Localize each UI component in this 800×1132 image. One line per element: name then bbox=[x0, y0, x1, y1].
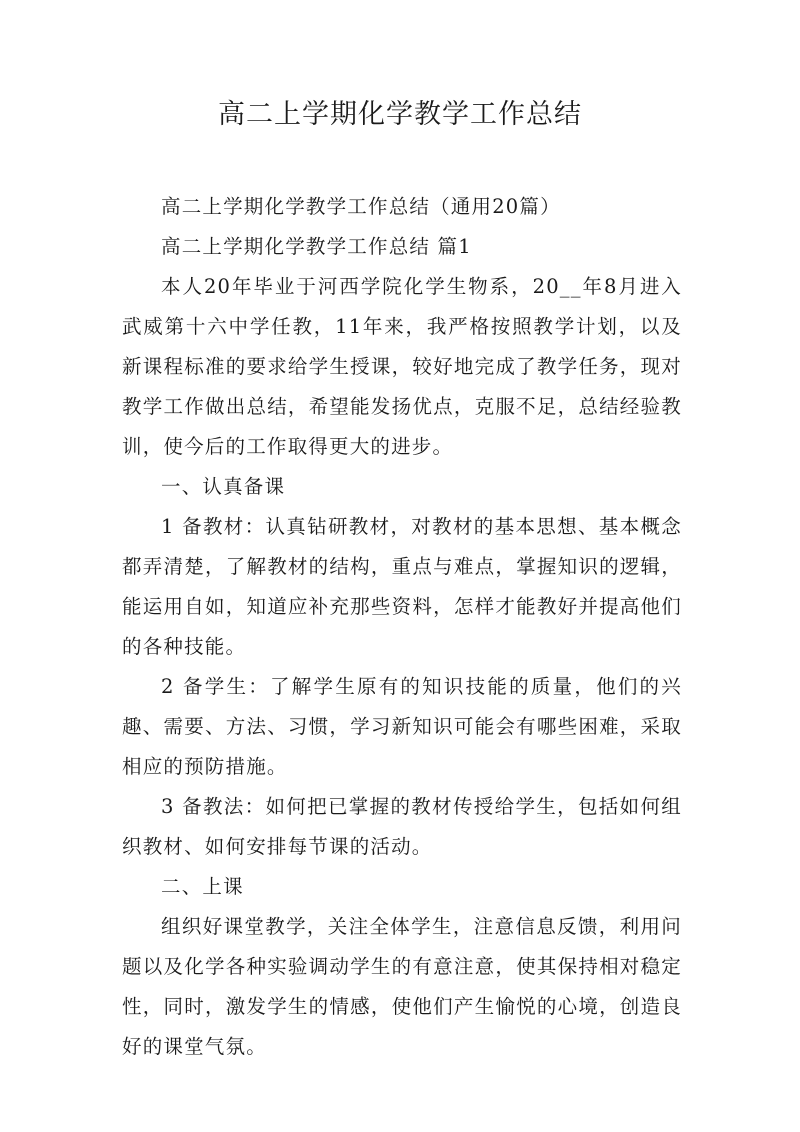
document-body bbox=[122, 187, 682, 1067]
subtitle-paragraph: 高二上学期化学教学工作总结（通用20篇） bbox=[161, 195, 561, 218]
paragraph-prepare-students: 2 备学生：了解学生原有的知识技能的质量，他们的兴趣、需要、方法、习惯，学习新知识可能会有哪些困难，采取相应的预防措施。 bbox=[122, 675, 682, 778]
paragraph-prepare-materials: 1 备教材：认真钻研教材，对教材的基本思想、基本概念都弄清楚，了解教材的结构，重点与难点，掌握知识的逻辑，能运用自如，知道应补充那些资料，怎样才能教好并提高他们的各种技能。 bbox=[122, 515, 682, 658]
paragraph-class: 组织好课堂教学，关注全体学生，注意信息反馈，利用问题以及化学各种实验调动学生的有意注意，使其保持相对稳定性，同时，激发学生的情感，使他们产生愉悦的心境，创造良好的课堂气氛。 bbox=[122, 915, 682, 1058]
section-heading-prepare: 一、认真备课 bbox=[161, 475, 286, 498]
paragraph-prepare-methods: 3 备教法：如何把已掌握的教材传授给学生，包括如何组织教材、如何安排每节课的活动。 bbox=[122, 795, 682, 858]
document-title: 高二上学期化学教学工作总结 bbox=[218, 99, 582, 130]
section-heading-class: 二、上课 bbox=[161, 875, 244, 898]
section-heading-article-1: 高二上学期化学教学工作总结 篇1 bbox=[161, 235, 472, 258]
intro-paragraph: 本人20年毕业于河西学院化学生物系，20__年8月进入武威第十六中学任教，11年来，我严格按照教学计划，以及新课程标准的要求给学生授课，较好地完成了教学任务，现对教学工作做出总结，希望能发扬优点，克服不足，总结经验教训，使今后的工作取得更大的进步。 bbox=[122, 275, 682, 458]
